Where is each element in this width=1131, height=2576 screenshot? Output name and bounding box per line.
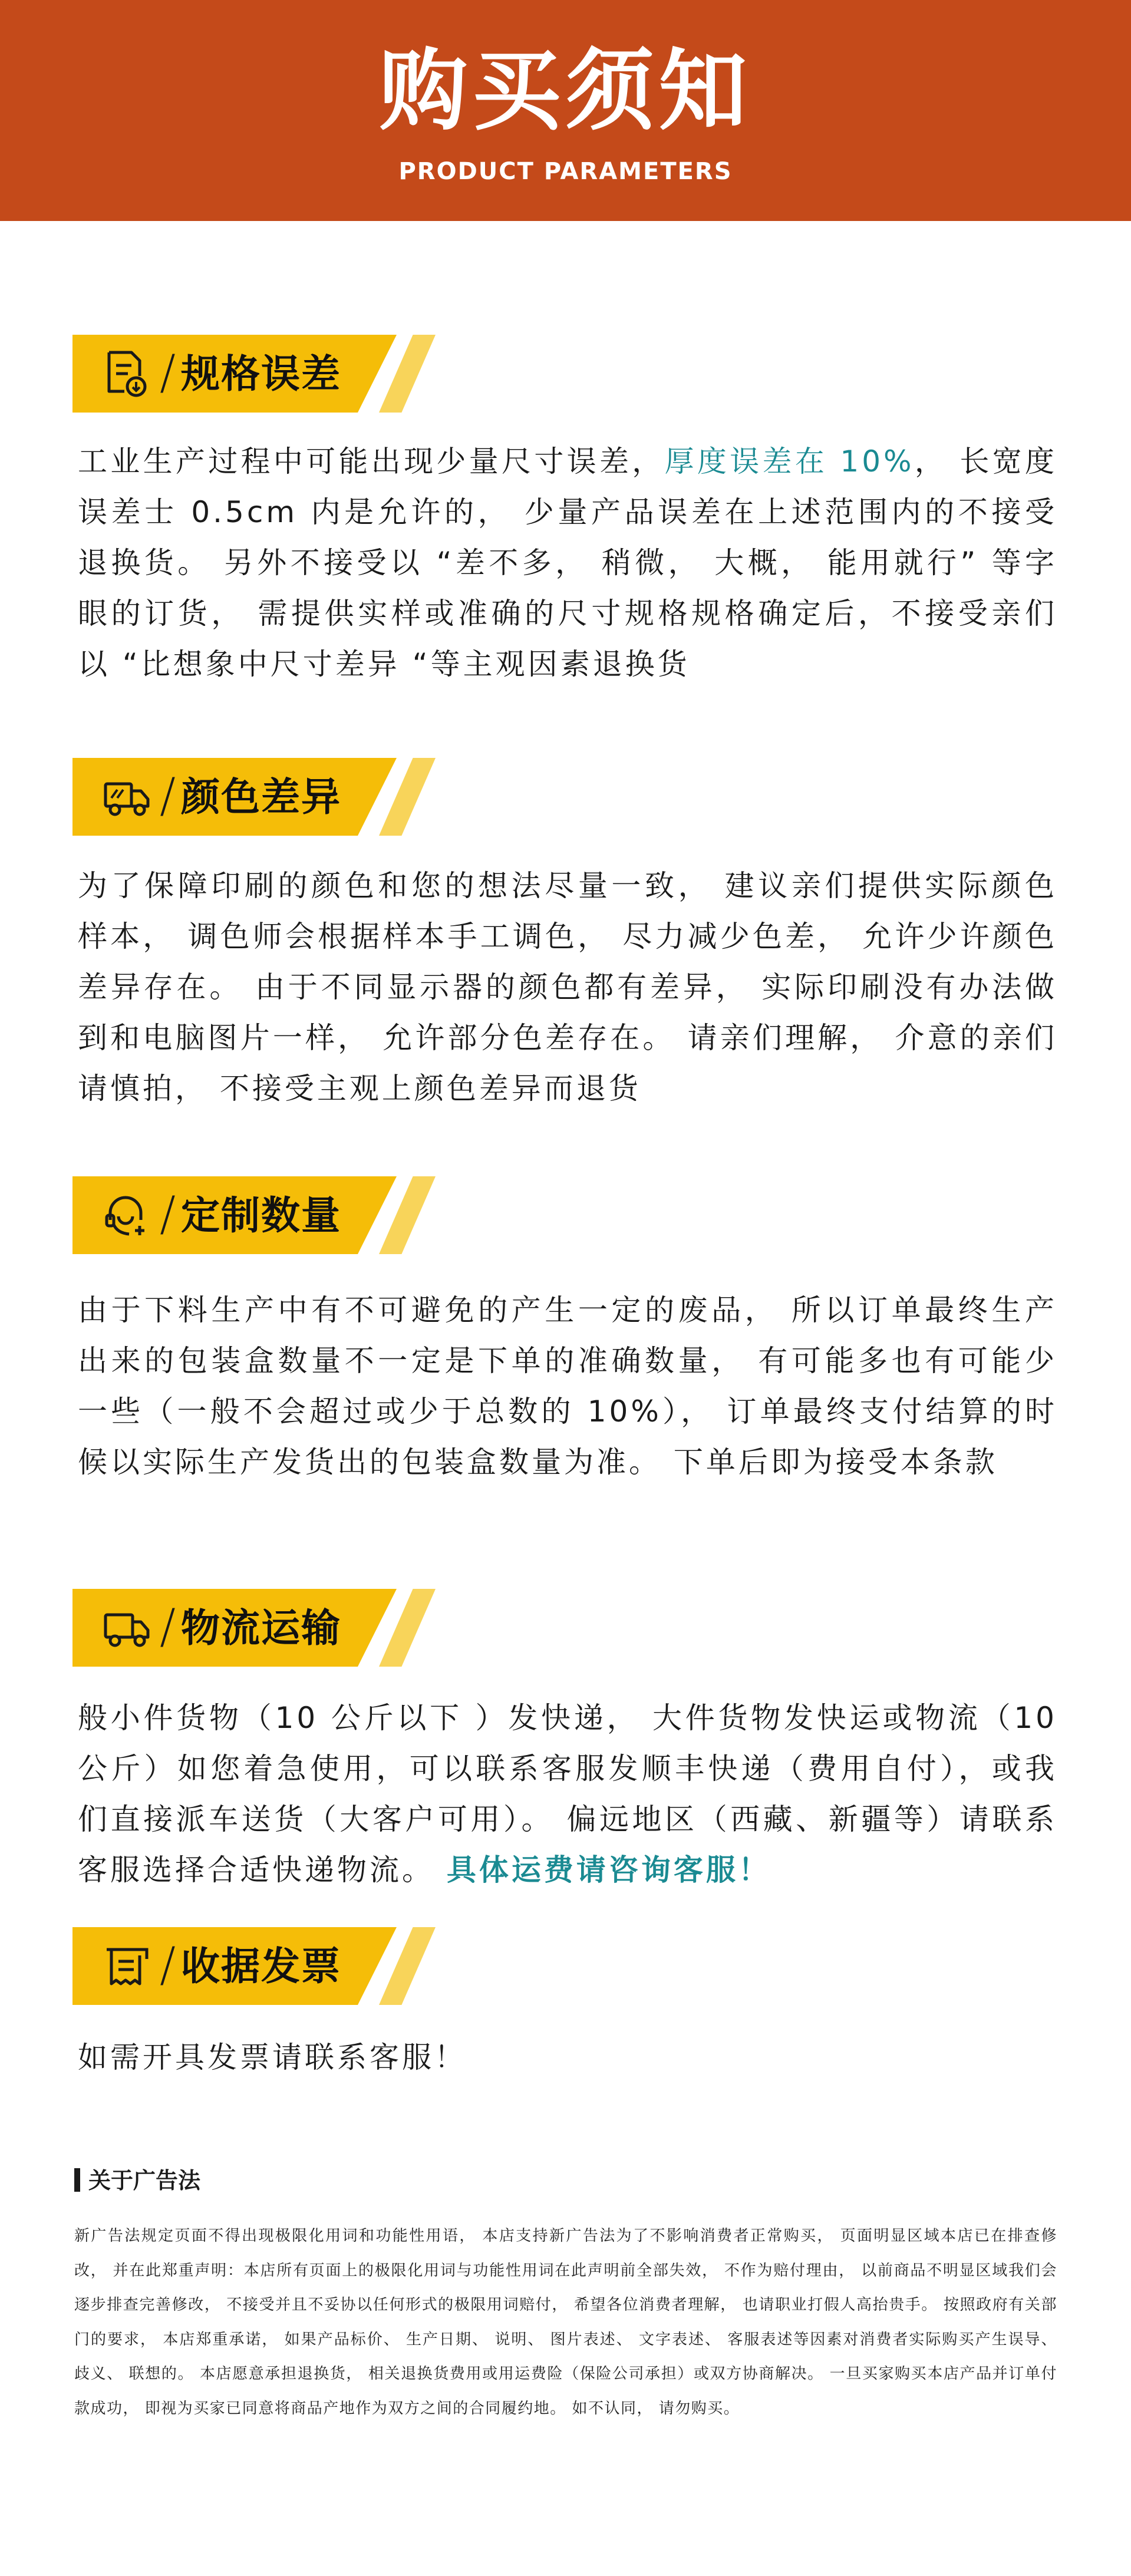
section-header-color-difference — [72, 758, 436, 836]
highlight-shipping-fee: 具体运费请咨询客服！ — [446, 1853, 771, 1887]
customer-service-icon — [101, 1189, 153, 1241]
section-title: 定制数量 — [181, 1193, 341, 1238]
section-title: 颜色差异 — [181, 774, 341, 820]
tag-divider: / — [160, 1186, 176, 1241]
text-segment: 般小件货物（10 公斤以下 ）发快递， 大件货物发快运或物流（10 公斤）如您着急使用，可以联系客服发顺丰快递（费用自付），或我们直接派车送货（大客户可用）。 偏远地区（西藏、新疆等）请联系客服选择合适快递物流。 — [78, 1701, 1057, 1887]
section-text-invoice: 如需开具发票请联系客服！ — [78, 2040, 467, 2074]
section-title: 物流运输 — [181, 1605, 341, 1651]
receipt-invoice-icon — [101, 1940, 153, 1992]
highlight-thickness-error: 厚度误差在 10% — [664, 444, 915, 479]
section-text-color-difference: 为了保障印刷的颜色和您的想法尽量一致， 建议亲们提供实际颜色样本， 调色师会根据样本手工调色， 尽力减少色差， 允许少许颜色差异存在。 由于不同显示器的颜色都有差异， 实际印刷没有办法做到和电脑图片一样， 允许部分色差存在。 请亲们理解， 介意的亲们请慎拍， 不接受主观上颜色差异而退货 — [78, 869, 1057, 1106]
law-heading — [74, 2163, 200, 2198]
document-download-icon — [101, 348, 153, 400]
section-title: 收据发票 — [181, 1944, 341, 1989]
tag-divider: / — [160, 1937, 176, 1992]
tag-divider: / — [160, 345, 176, 400]
page-subtitle: PRODUCT PARAMETERS — [398, 158, 733, 185]
page-header — [0, 0, 1131, 221]
section-text-custom-quantity: 由于下料生产中有不可避免的产生一定的废品， 所以订单最终生产出来的包装盒数量不一定是下单的准确数量， 有可能多也有可能少一些（一般不会超过或少于总数的 10%）， 订单最终支付结算的时候以实际生产发货出的包装盒数量为准。 下单后即为接受本条款 — [78, 1293, 1057, 1479]
law-text: 新广告法规定页面不得出现极限化用词和功能性用语， 本店支持新广告法为了不影响消费者正常购买， 页面明显区域本店已在排查修改， 并在此郑重声明：本店所有页面上的极限化用词与功能性用词在此声明前全部失效， 不作为赔付理由， 以前商品不明显区域我们会逐步排查完善修改， 不接受并且不妥协以任何形式的极限用词赔付， 希望各位消费者理解， 也请职业打假人高抬贵手。 按照政府有关部门的要求， 本店郑重承诺， 如果产品标价、 生产日期、 说明、 图片表述、 文字表述、 客服表述等因素对消费者实际购买产生误导、 歧义、 联想的。 本店愿意承担退换货， 相关退换货费用或用运费险（保险公司承担）或双方协商解决。 一旦买家购买本店产品并订单付款成功， 即视为买家已同意将商品产地作为双方之间的合同履约地。 如不认同， 请勿购买。 — [74, 2227, 1057, 2417]
tag-divider: / — [160, 768, 176, 823]
text-segment: ， 长宽度误差士 0.5cm 内是允许的， 少量产品误差在上述范围内的不接受退换货。 另外不接受以 “差不多， 稍微， 大概， 能用就行” 等字眼的订货， 需提供实样或准确的尺寸规格规格确定后，不接受亲们以 “比想象中尺寸差异 “等主观因素退换货 — [78, 444, 1057, 681]
page-title: 购买须知 — [379, 40, 752, 143]
section-header-invoice — [72, 1927, 436, 2005]
section-header-spec-error — [72, 335, 436, 413]
section-text-spec-error — [78, 436, 1057, 690]
law-title: 关于广告法 — [88, 2168, 201, 2194]
shipping-truck-icon — [101, 1602, 153, 1654]
heading-bar — [74, 2168, 80, 2192]
delivery-truck-icon — [101, 771, 153, 823]
text-segment: 工业生产过程中可能出现少量尺寸误差， — [78, 444, 665, 479]
tag-divider: / — [160, 1599, 176, 1654]
section-title: 规格误差 — [181, 351, 341, 397]
section-header-logistics — [72, 1589, 436, 1667]
section-text-logistics — [78, 1693, 1057, 1895]
section-header-custom-quantity — [72, 1176, 436, 1254]
